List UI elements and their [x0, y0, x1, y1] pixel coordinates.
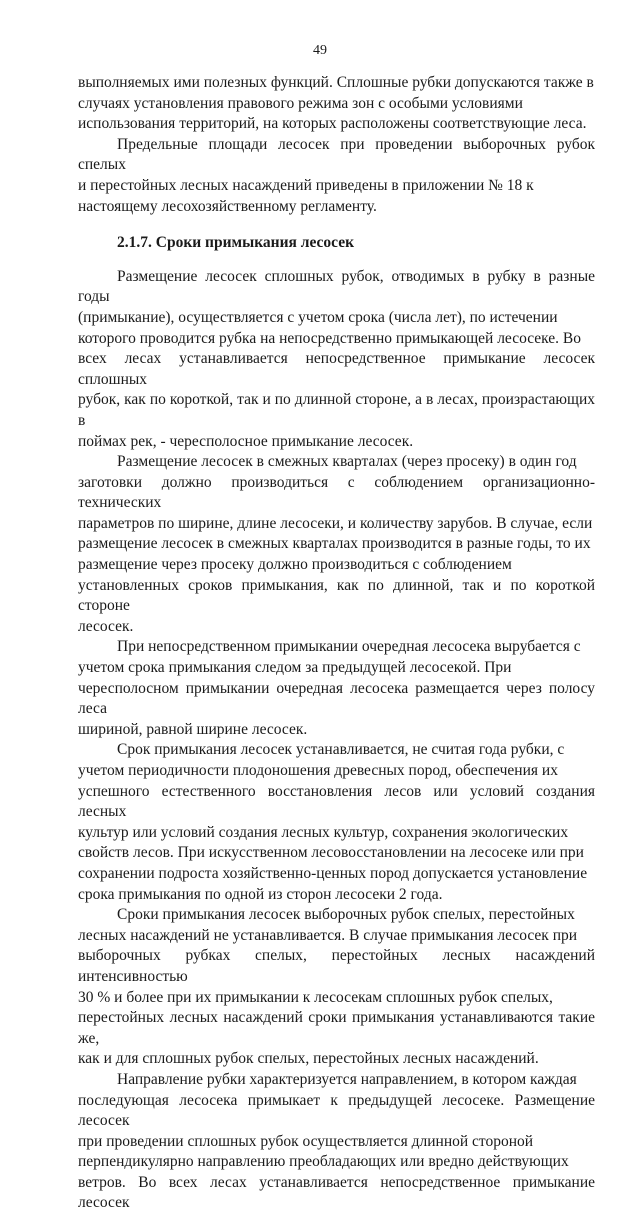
text-line: чересполосном примыкании очередная лесосека размещается через полосу леса [78, 679, 595, 718]
text-line: параметров по ширине, длине лесосеки, и количеству зарубов. В случае, если [78, 514, 593, 532]
text-line: поймах рек, - чересполосное примыкание лесосек. [78, 432, 414, 450]
paragraph-continuation [78, 73, 595, 135]
text-line: культур или условий создания лесных культур, сохранения экологических [78, 823, 569, 841]
text-line: выборочных рубках спелых, перестойных лесных насаждений интенсивностью [78, 947, 595, 985]
text-line: всех лесах устанавливается непосредственное примыкание лесосек сплошных [78, 350, 595, 388]
text-line: ветров. Во всех лесах устанавливается непосредственное примыкание лесосек [78, 1173, 595, 1212]
text-line: лесосек. [78, 617, 134, 635]
text-line: которого проводится рубка на непосредственно примыкающей лесосеке. Во [78, 329, 582, 347]
paragraph-cutting-direction [78, 1070, 595, 1214]
paragraph-placement [78, 267, 595, 452]
text-line: установленных сроков примыкания, как по длинной, так и по короткой стороне [78, 576, 595, 615]
text-line: При непосредственном примыкании очередная лесосека вырубается с [117, 638, 581, 656]
text-line: Срок примыкания лесосек устанавливается, не считая года рубки, с [117, 741, 565, 759]
text-column [78, 73, 595, 1214]
text-line: перпендикулярно направлению преобладающих или вредно действующих [78, 1153, 569, 1171]
text-line: (примыкание), осуществляется с учетом срока (числа лет), по истечении [78, 308, 558, 326]
text-line: случаях установления правового режима зон с особыми условиями [78, 94, 523, 112]
text-line: использования территорий, на которых расположены соответствующие леса. [78, 115, 587, 133]
text-line: Направление рубки характеризуется направлением, в котором каждая [117, 1070, 577, 1088]
text-line: учетом срока примыкания следом за предыдущей лесосекой. При [78, 659, 512, 677]
text-line: и перестойных лесных насаждений приведены в приложении № 18 к [78, 176, 534, 194]
text-line: настоящему лесохозяйственному регламенту. [78, 197, 377, 215]
text-line: Сроки примыкания лесосек выборочных рубок спелых, перестойных [117, 906, 575, 924]
text-line: 30 % и более при их примыкании к лесосекам сплошных рубок спелых, [78, 988, 553, 1006]
text-line: размещение лесосек в смежных кварталах производится в разные годы, то их [78, 535, 591, 553]
paragraph-adjacency-term [78, 740, 595, 905]
text-line: заготовки должно производиться с соблюдением организационно- технических [78, 473, 595, 512]
text-line: шириной, равной ширине лесосек. [78, 720, 308, 738]
text-line: Размещение лесосек сплошных рубок, отводимых в рубку в разные годы [78, 267, 595, 306]
text-line: последующая лесосека примыкает к предыдущей лесосеке. Размещение лесосек [78, 1091, 595, 1130]
text-line: как и для сплошных рубок спелых, перестойных лесных насаждений. [78, 1050, 539, 1068]
section-heading: 2.1.7. Сроки примыкания лесосек [117, 234, 355, 252]
text-line: успешного естественного восстановления лесов или условий создания лесных [78, 782, 595, 821]
text-line: срока примыкания по одной из сторон лесосеки 2 года. [78, 885, 443, 903]
text-line: свойств лесов. При искусственном лесовосстановлении на лесосеке или при [78, 844, 584, 862]
text-line: сохранении подроста хозяйственно-ценных пород допускается установление [78, 864, 588, 882]
text-line: Размещение лесосек в смежных кварталах (через просеку) в один год [117, 453, 577, 471]
text-line: выполняемых ими полезных функций. Сплошные рубки допускаются также в [78, 74, 594, 91]
paragraph-adjacent-quarters [78, 452, 595, 637]
text-line: рубок, как по короткой, так и по длинной стороне, а в лесах, произрастающих в [78, 391, 595, 429]
paragraph-area-limits [78, 135, 595, 217]
paragraph-direct-adjacency [78, 637, 595, 740]
text-line: учетом периодичности плодоношения древесных пород, обеспечения их [78, 762, 558, 779]
text-line: перестойных лесных насаждений сроки примыкания устанавливаются такие же, [78, 1009, 595, 1047]
page-number: 49 [313, 43, 327, 58]
text-line: размещение через просеку должно производиться с соблюдением [78, 556, 512, 574]
text-line: при проведении сплошных рубок осуществляется длинной стороной [78, 1132, 534, 1150]
text-line: лесных насаждений не устанавливается. В случае примыкания лесосек при [78, 926, 578, 944]
paragraph-selective-cuttings [78, 905, 595, 1070]
text-line: Предельные площади лесосек при проведении выборочных рубок спелых [78, 135, 595, 174]
